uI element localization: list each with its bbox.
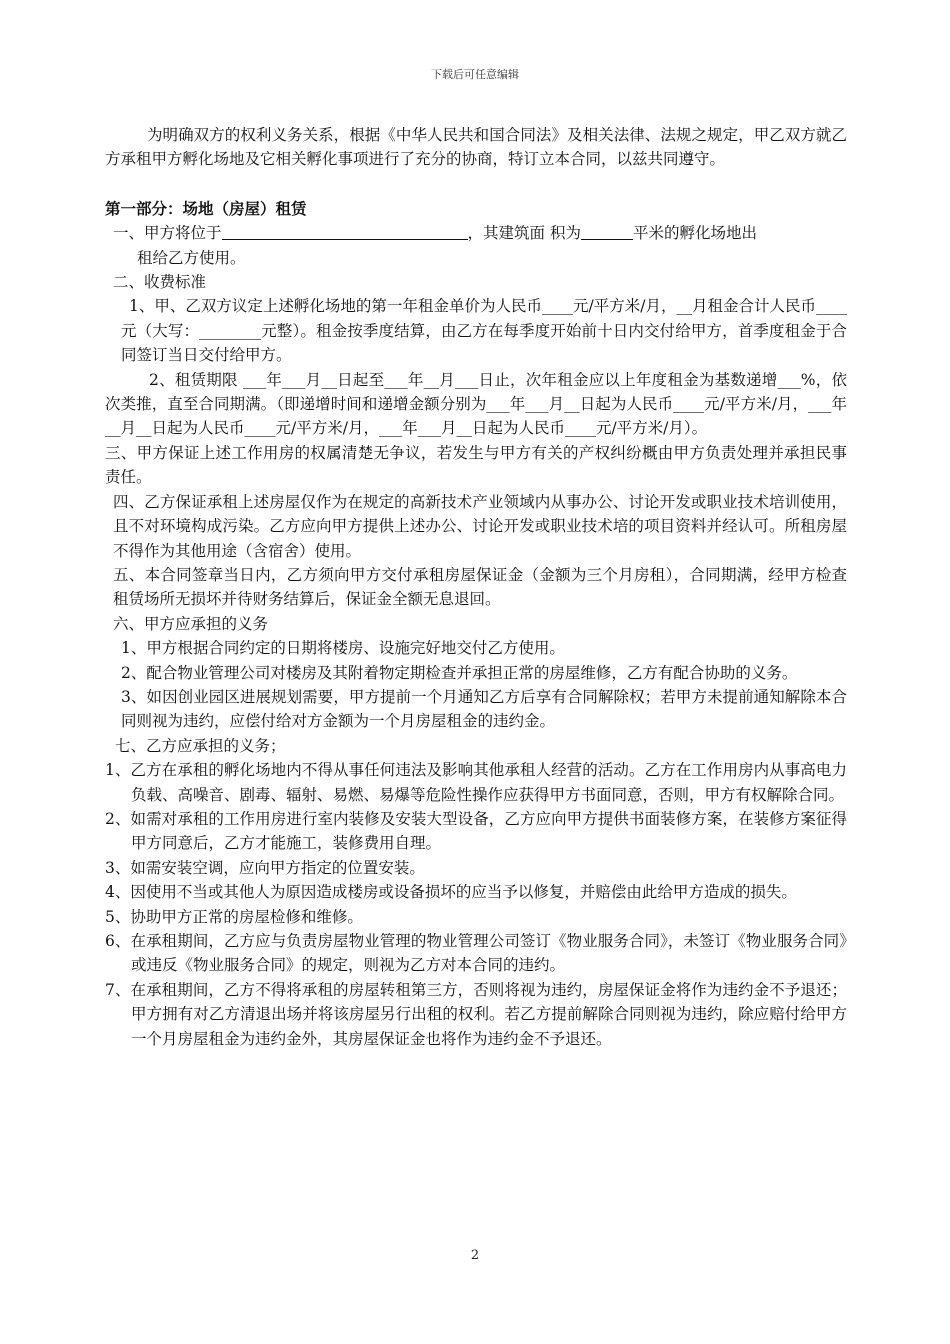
clause-7-item-5: 5、协助甲方正常的房屋检修和维修。 [105, 907, 363, 926]
blank-location [222, 223, 468, 240]
document-body [105, 123, 847, 1051]
intro-paragraph: 为明确双方的权利义务关系，根据《中华人民共和国合同法》及相关法律、法规之规定，甲乙双方就乙方承租甲方孵化场地及它相关孵化事项进行了充分的协商，特订立本合同，以兹共同遵守。 [105, 126, 847, 169]
clause-7-item-3: 3、如需安装空调，应向甲方指定的位置安装。 [105, 858, 425, 877]
clause-2-item-2: 2、租赁期限 ___年___月__日起至___年__月___日止，次年租金应以上年度租金为基数递增___%，依次类推，直至合同期满。（即递增时间和递增金额分别为___年___月__日起为人民币____元/平方米/月，___年__月__日起为人民币____元/平方米/月，___年___月__日起为人民币____元/平方米/月）。 [105, 370, 847, 438]
part1-heading: 第一部分：场地（房屋）租赁 [105, 198, 307, 218]
clause-4: 四、乙方保证承租上述房屋仅作为在规定的高新技术产业领域内从事办公、讨论开发或职业技术培训使用，且不对环境构成污染。乙方应向甲方提供上述办公、讨论开发或职业技术培的项目资料并经认可。所租房屋不得作为其他用途（含宿舍）使用。 [113, 492, 847, 560]
clause-7-item-7: 7、在承租期间，乙方不得将承租的房屋转租第三方，否则将视为违约，房屋保证金将作为违约金不予退还；甲方拥有对乙方清退出场并将该房屋另行出租的权利。若乙方提前解除合同则视为违约，除应赔付给甲方一个月房屋租金为违约金外，其房屋保证金也将作为违约金不予退还。 [105, 980, 847, 1048]
page-number: 2 [470, 1248, 480, 1263]
clause-7-item-4: 4、因使用不当或其他人为原因造成楼房或设备损坏的应当予以修复，并赔偿由此给甲方造成的损失。 [105, 883, 797, 902]
clause-2-heading: 二、收费标准 [113, 273, 207, 292]
clause-6-heading: 六、甲方应承担的义务 [113, 614, 269, 633]
clause-5: 五、本合同签章当日内，乙方须向甲方交付承租房屋保证金（金额为三个月房租），合同期满，经甲方检查租赁场所无损坏并待财务结算后，保证金全额无息退回。 [113, 565, 847, 609]
clause-6-item-3: 3、如因创业园区进展规划需要，甲方提前一个月通知乙方后享有合同解除权；若甲方未提前通知解除本合同则视为违约，应偿付给对方金额为一个月房屋租金的违约金。 [121, 687, 847, 731]
clause-6-item-1: 1、甲方根据合同约定的日期将楼房、设施完好地交付乙方使用。 [121, 639, 565, 658]
clause-7-heading: 七、乙方应承担的义务； [115, 736, 286, 755]
clause-6-item-2: 2、配合物业管理公司对楼房及其附着物定期检查并承担正常的房屋维修，乙方有配合协助的义务。 [121, 663, 798, 682]
clause-1-text-b: ，其建筑面 积为 [467, 224, 581, 243]
clause-2-item-1: 1、甲、乙双方议定上述孵化场地的第一年租金单价为人民币____元/平方米/月，__月租金合计人民币____元（大写：________元整）。租金按季度结算，由乙方在每季度开始前十日内交付给甲方，首季度租金于合同签订当日交付给甲方。 [121, 297, 847, 365]
clause-1-text-c: 平米的孵化场地出 [632, 224, 757, 243]
blank-area [581, 223, 633, 240]
clause-7-item-1: 1、乙方在承租的孵化场地内不得从事任何违法及影响其他承租人经营的活动。乙方在工作用房内从事高电力负载、高噪音、剧毒、辐射、易燃、易爆等危险性操作应获得甲方书面同意，否则，甲方有权解除合同。 [105, 761, 847, 804]
clause-1-text-a: 一、甲方将位于 [113, 224, 222, 243]
clause-7-item-6: 6、在承租期间，乙方应与负责房屋物业管理的物业管理公司签订《物业服务合同》，未签订《物业服务合同》或违反《物业服务合同》的规定，则视为乙方对本合同的违约。 [105, 932, 847, 975]
clause-7-item-2: 2、如需对承租的工作用房进行室内装修及安装大型设备，乙方应向甲方提供书面装修方案，在装修方案征得甲方同意后，乙方才能施工，装修费用自理。 [105, 809, 847, 853]
clause-1-continued: 租给乙方使用。 [137, 248, 246, 267]
page-header: 下载后可任意编辑 [431, 68, 519, 81]
spacer [105, 172, 847, 197]
clause-3: 三、甲方保证上述工作用房的权属清楚无争议，若发生与甲方有关的产权纠纷概由甲方负责处理并承担民事责任。 [105, 443, 847, 487]
clause-1 [105, 221, 847, 245]
